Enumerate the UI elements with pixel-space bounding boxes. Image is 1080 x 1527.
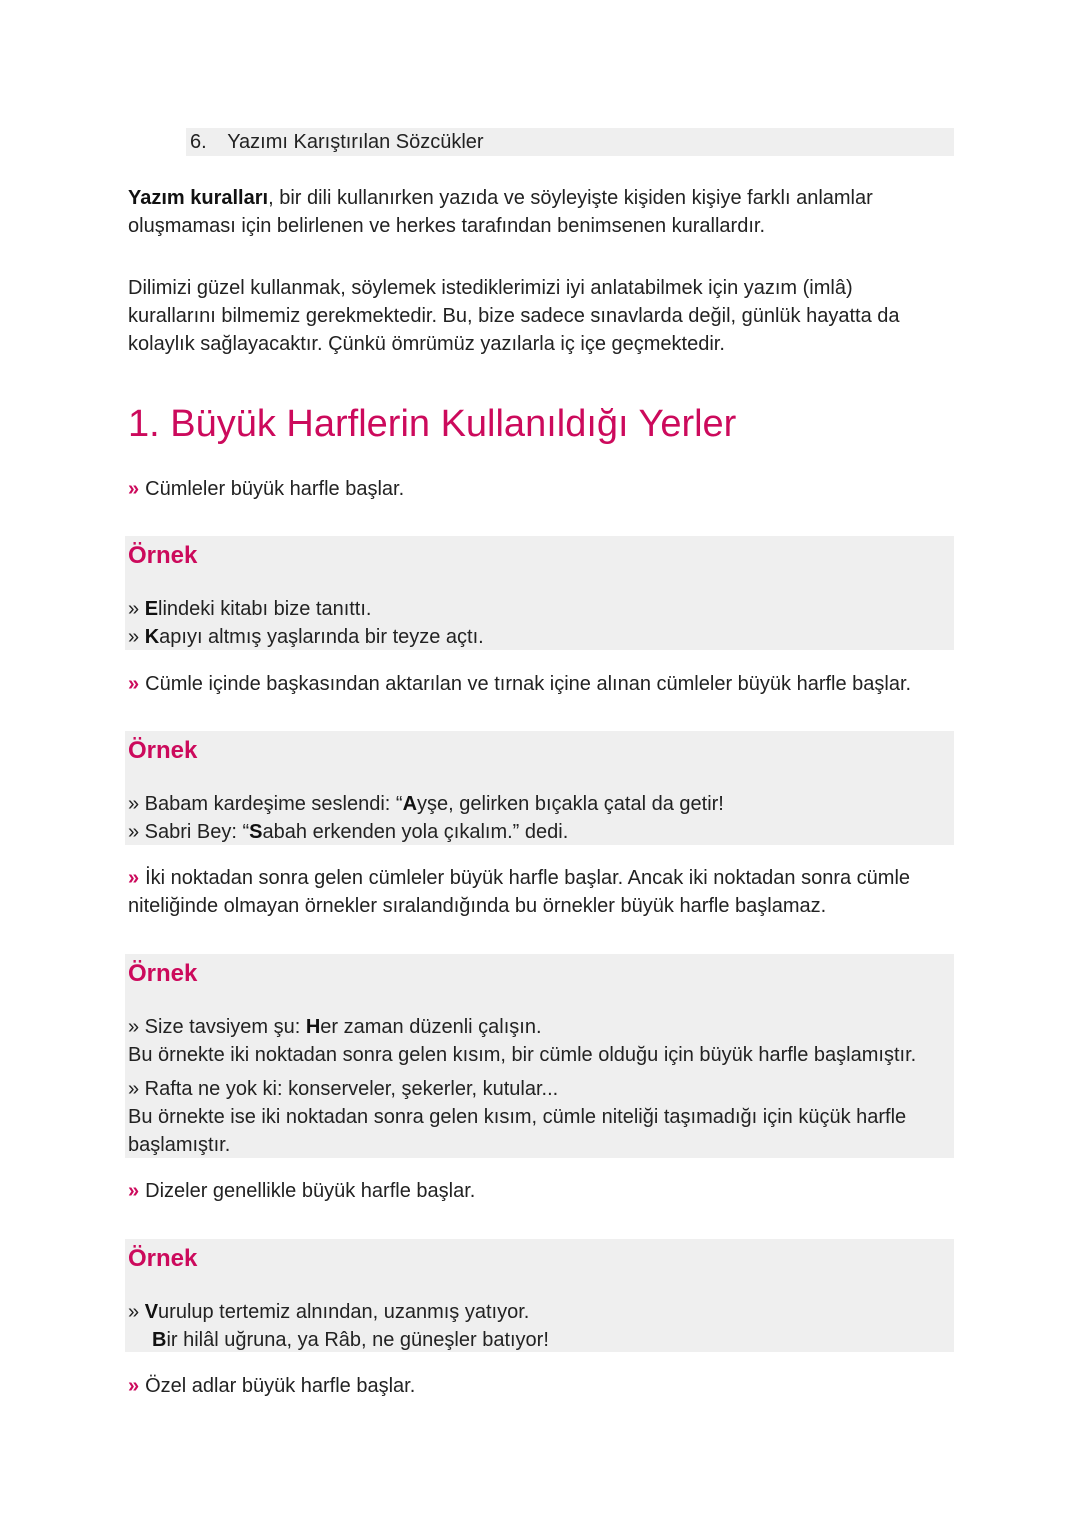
rule-text: İki noktadan sonra gelen cümleler büyük harfle başlar. Ancak iki noktadan sonra cümle niteliğinde olmayan örnekler sıralandığında bu örnekler büyük harfle başlamaz. — [128, 867, 911, 917]
example-box — [125, 1239, 954, 1352]
example-label: Örnek — [128, 542, 198, 569]
rule-text: Özel adlar büyük harfle başlar. — [145, 1375, 416, 1397]
intro-text: , bir dili kullanırken yazıda ve söyleyişte kişiden kişiye farklı anlamlar oluşmaması için belirlenen ve herkes tarafından benimsenen kurallardır. — [128, 187, 873, 237]
example-line: » Elindeki kitabı bize tanıttı. — [128, 598, 372, 620]
poem-line: » Vurulup tertemiz alnından, uzanmış yatıyor. — [128, 1301, 530, 1323]
example-label: Örnek — [128, 737, 198, 764]
rule-item — [128, 1177, 948, 1205]
section-heading: 1. Büyük Harflerin Kullanıldığı Yerler — [128, 403, 737, 445]
example-box — [125, 536, 954, 650]
rule-item — [128, 475, 948, 503]
example-box — [125, 731, 954, 845]
rule-text: Cümleler büyük harfle başlar. — [145, 478, 405, 500]
intro-paragraph — [128, 184, 938, 240]
toc-label: Yazımı Karıştırılan Sözcükler — [227, 131, 484, 153]
bullet-icon: » — [128, 1180, 140, 1202]
poem-line: Bir hilâl uğruna, ya Râb, ne güneşler batıyor! — [152, 1329, 549, 1351]
bullet-icon: » — [128, 673, 140, 695]
bullet-icon: » — [128, 1375, 140, 1397]
intro-paragraph-2: Dilimizi güzel kullanmak, söylemek istediklerimizi iyi anlatabilmek için yazım (imlâ) kurallarını bilmemiz gerekmektedir. Bu, bize sadece sınavlarda değil, günlük hayatta da kolaylık sağlayacaktır. Çünkü ömrümüz yazılarla iç içe geçmektedir. — [128, 277, 900, 355]
example-line: » Sabri Bey: “Sabah erkenden yola çıkalım.” dedi. — [128, 821, 569, 843]
bullet-icon: » — [128, 478, 140, 500]
example-box — [125, 954, 954, 1158]
bullet-icon: » — [128, 867, 140, 889]
example-line: » Size tavsiyem şu: Her zaman düzenli çalışın. — [128, 1016, 542, 1038]
toc-number: 6. — [190, 131, 207, 153]
example-explanation: Bu örnekte iki noktadan sonra gelen kısım, bir cümle olduğu için büyük harfle başlamıştır. — [128, 1044, 917, 1066]
rule-text: Dizeler genellikle büyük harfle başlar. — [145, 1180, 476, 1202]
example-line: » Kapıyı altmış yaşlarında bir teyze açtı. — [128, 626, 484, 648]
example-label: Örnek — [128, 1245, 198, 1272]
example-line: » Babam kardeşime seslendi: “Ayşe, gelirken bıçakla çatal da getir! — [128, 793, 724, 815]
rule-text: Cümle içinde başkasından aktarılan ve tırnak içine alınan cümleler büyük harfle başlar. — [145, 673, 912, 695]
rule-item — [128, 670, 948, 698]
rule-item — [128, 864, 948, 920]
example-label: Örnek — [128, 960, 198, 987]
example-explanation: Bu örnekte ise iki noktadan sonra gelen kısım, cümle niteliği taşımadığı için küçük harfle başlamıştır. — [128, 1106, 907, 1156]
intro-bold-term: Yazım kuralları — [128, 187, 269, 209]
toc-item — [186, 128, 954, 156]
rule-item — [128, 1372, 948, 1400]
example-line: » Rafta ne yok ki: konserveler, şekerler, kutular... — [128, 1078, 559, 1100]
